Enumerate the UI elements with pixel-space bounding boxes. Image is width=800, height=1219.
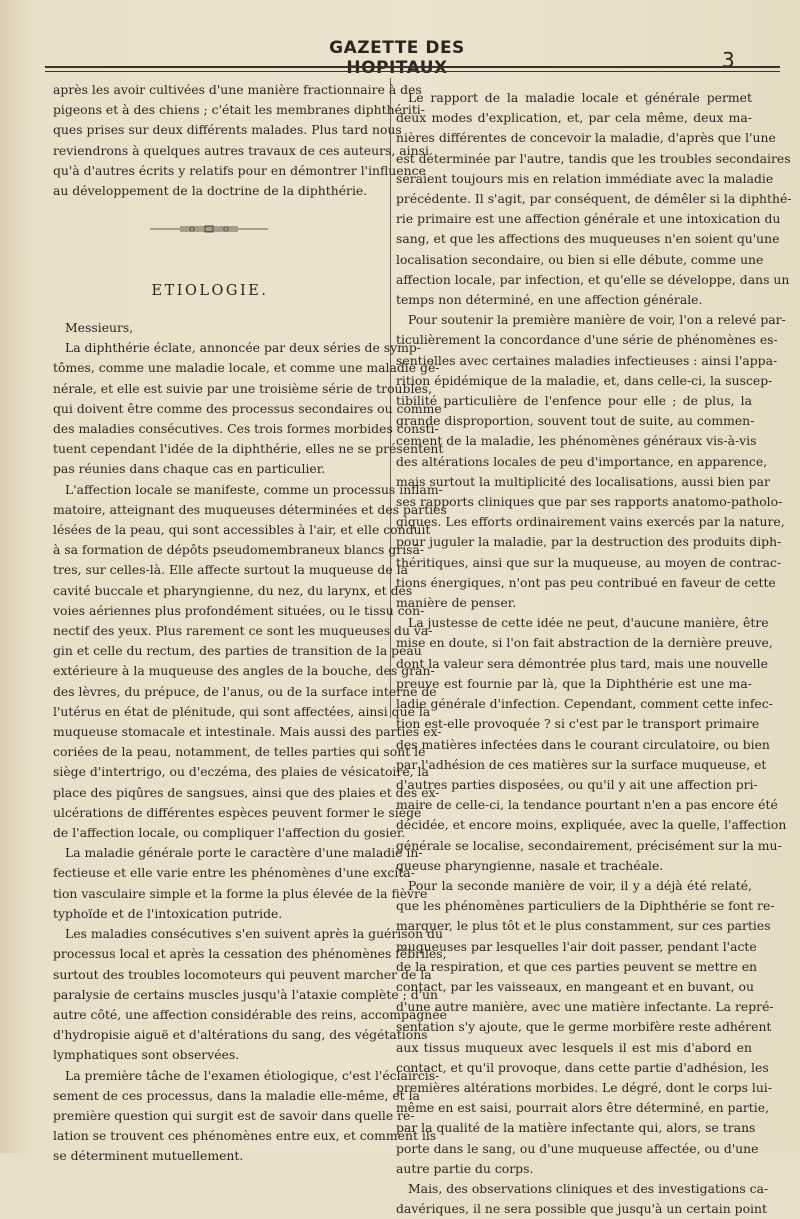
text-line: seraient toujours mis en relation immédiate avec la maladie bbox=[396, 170, 774, 186]
text-line: temps non déterminé, en une affection générale. bbox=[396, 292, 703, 308]
text-line: pigeons et à des chiens ; c'était les membranes diphthériti- bbox=[53, 102, 425, 118]
text-line: preuve est fournie par là, que la Diphthérie est une ma- bbox=[396, 675, 752, 691]
text-line: que les phénomènes particuliers de la Diphthérie se font re- bbox=[396, 898, 775, 914]
text-line: sement de ces processus, dans la maladie elle-même, et la bbox=[53, 1087, 420, 1103]
text-line: des lèvres, du prépuce, de l'anus, ou de la surface interne de bbox=[53, 683, 437, 699]
text-line: après les avoir cultivées d'une manière fractionnaire à des bbox=[53, 82, 422, 97]
text-line: surtout des troubles locomoteurs qui peuvent marcher de la bbox=[53, 966, 432, 982]
text-line: fectieuse et elle varie entre les phénomènes d'une excita- bbox=[53, 865, 415, 881]
text-line: précédente. Il s'agit, par conséquent, de démêler si la diphthé- bbox=[396, 191, 792, 207]
text-line: des altérations locales de peu d'importance, en apparence, bbox=[396, 453, 768, 469]
text-line: Pour soutenir la première manière de voir, l'on a relevé par- bbox=[408, 312, 786, 328]
text-line: L'affection locale se manifeste, comme un processus inflam- bbox=[65, 481, 443, 497]
text-line: sentielles avec certaines maladies infectieuses : ainsi l'appa- bbox=[396, 352, 778, 368]
text-line: tômes, comme une maladie locale, et comme une maladie gé- bbox=[53, 360, 440, 376]
text-line: théritiques, ainsi que sur la muqueuse, au moyen de contrac- bbox=[396, 554, 782, 570]
text-line: de la respiration, et que ces parties peuvent se mettre en bbox=[396, 958, 758, 974]
text-line: La première tâche de l'examen étiologique, c'est l'éclaircis- bbox=[65, 1067, 440, 1083]
text-line: d'hydropisie aiguë et d'altérations du sang, des végétations bbox=[53, 1027, 428, 1043]
text-line: rie primaire est une affection générale et une intoxication du bbox=[396, 211, 781, 227]
text-line: de l'affection locale, ou compliquer l'affection du gosier. bbox=[53, 825, 406, 841]
text-line: premières altérations morbides. Le dégré, dont le corps lui- bbox=[396, 1079, 772, 1095]
text-line: à sa formation de dépôts pseudomembraneux blancs grisâ- bbox=[53, 542, 425, 558]
text-line: processus local et après la cessation des phénomènes fébriles, bbox=[53, 946, 447, 962]
text-line: autre côté, une affection considérable des reins, accompagnée bbox=[53, 1006, 447, 1022]
text-line: première question qui surgit est de savoir dans quelle re- bbox=[53, 1107, 415, 1123]
text-line: queuse pharyngienne, nasale et trachéale. bbox=[396, 857, 664, 873]
text-line: est déterminée par l'autre, tandis que les troubles secondaires bbox=[396, 150, 791, 166]
text-line: contact, et qu'il provoque, dans cette partie d'adhésion, les bbox=[396, 1059, 769, 1075]
header-rule bbox=[45, 66, 780, 68]
text-line: porte dans le sang, ou d'une muqueuse affectée, ou d'une bbox=[396, 1140, 759, 1156]
text-line: grande disproportion, souvent tout de suite, au commen- bbox=[396, 413, 755, 429]
text-line: typhoïde et de l'intoxication putride. bbox=[53, 905, 283, 921]
text-line: des maladies consécutives. Ces trois formes morbides consti- bbox=[53, 421, 439, 437]
text-line: ticulièrement la concordance d'une série de phénomènes es- bbox=[396, 332, 778, 348]
text-line: qu'à d'autres écrits y relatifs pour en démontrer l'influence bbox=[53, 162, 426, 178]
text-line: d'autres parties disposées, ou qu'il y ait une affection pri- bbox=[396, 776, 758, 792]
text-line: place des piqûres de sangsues, ainsi que des plaies et des ex- bbox=[53, 784, 440, 800]
text-line: générale se localise, secondairement, précisément sur la mu- bbox=[396, 837, 782, 853]
text-line: Mais, des observations cliniques et des investigations ca- bbox=[408, 1180, 769, 1196]
text-line: tibilité particulière de l'enfence pour elle ; de plus, la bbox=[396, 393, 752, 409]
text-line: Les maladies consécutives s'en suivent après la guérison du bbox=[65, 926, 443, 942]
text-line: La justesse de cette idée ne peut, d'aucune manière, être bbox=[408, 615, 769, 631]
text-line: marquer, le plus tôt et le plus constamment, sur ces parties bbox=[396, 918, 771, 934]
text-line: voies aériennes plus profondément situées, ou le tissu con- bbox=[53, 602, 425, 618]
text-line: d'une autre manière, avec une matière infectante. La repré- bbox=[396, 999, 774, 1015]
text-line: mise en doute, si l'on fait abstraction de la dernière preuve, bbox=[396, 635, 773, 651]
text-line: extérieure à la muqueuse des angles de la bouche, des gran- bbox=[53, 663, 435, 679]
text-line: muqueuses par lesquelles l'air doit passer, pendant l'acte bbox=[396, 938, 757, 954]
text-line: par la qualité de la matière infectante qui, alors, se trans bbox=[396, 1120, 756, 1136]
text-line: muqueuse stomacale et intestinale. Mais aussi des parties ex- bbox=[53, 724, 442, 740]
text-line: tions énergiques, n'ont pas peu contribué en faveur de cette bbox=[396, 574, 776, 590]
page-number: 3 bbox=[722, 48, 735, 72]
text-line: giques. Les efforts ordinairement vains exercés par la nature, bbox=[396, 514, 785, 530]
text-line: siège d'intertrigo, ou d'eczéma, des plaies de vésicatoire, la bbox=[53, 764, 429, 780]
text-line: sentation s'y ajoute, que le germe morbifère reste adhérent bbox=[396, 1019, 772, 1035]
text-line: lymphatiques sont observées. bbox=[53, 1047, 240, 1063]
text-line: même en est saisi, pourrait alors être déterminé, en partie, bbox=[396, 1100, 770, 1116]
text-line: deux modes d'explication, et, par cela même, deux ma- bbox=[396, 110, 752, 126]
text-line: localisation secondaire, ou bien si elle débute, comme une bbox=[396, 251, 764, 267]
text-line: manière de penser. bbox=[396, 595, 517, 611]
text-line: affection locale, par infection, et qu'elle se développe, dans un bbox=[396, 271, 790, 287]
text-line: nérale, et elle est suivie par une troisième série de troubles, bbox=[53, 380, 433, 396]
text-line: maire de celle-ci, la tendance pourtant n'en a pas encore été bbox=[396, 797, 778, 813]
text-line: qui doivent être comme des processus secondaires ou comme bbox=[53, 400, 442, 416]
text-line: autre partie du corps. bbox=[396, 1160, 534, 1176]
text-line: ladie générale d'infection. Cependant, comment cette infec- bbox=[396, 696, 773, 712]
text-line: tuent cependant l'idée de la diphthérie, elles ne se présentent bbox=[53, 441, 444, 457]
text-line: La diphthérie éclate, annoncée par deux séries de symp- bbox=[65, 340, 421, 356]
text-line: Le rapport de la maladie locale et générale permet bbox=[408, 90, 752, 105]
text-line: au développement de la doctrine de la diphthérie. bbox=[53, 183, 368, 199]
text-line: gin et celle du rectum, des parties de transition de la peau bbox=[53, 643, 422, 659]
text-line: Pour la seconde manière de voir, il y a déjà été relaté, bbox=[408, 877, 752, 893]
text-line: dont la valeur sera démontrée plus tard, mais une nouvelle bbox=[396, 655, 768, 671]
text-line: lation se trouvent ces phénomènes entre eux, et comment ils bbox=[53, 1128, 437, 1144]
text-line: nectif des yeux. Plus rarement ce sont les muqueuses du va- bbox=[53, 623, 433, 639]
text-line: cavité buccale et pharyngienne, du nez, du larynx, et des bbox=[53, 582, 413, 598]
text-line: décidée, et encore moins, expliquée, avec la quelle, l'affection bbox=[396, 817, 787, 833]
text-line: coriées de la peau, notamment, de telles parties qui sont le bbox=[53, 744, 426, 760]
page-header-title: GAZETTE DES HOPITAUX bbox=[329, 38, 465, 78]
text-line: des matières infectées dans le courant circulatoire, ou bien bbox=[396, 736, 770, 752]
text-line: se déterminent mutuellement. bbox=[53, 1148, 244, 1164]
text-line: pas réunies dans chaque cas en particulier. bbox=[53, 461, 326, 477]
text-line: sang, et que les affections des muqueuses n'en soient qu'une bbox=[396, 231, 780, 247]
text-line: davériques, il ne sera possible que jusqu'à un certain point bbox=[396, 1201, 767, 1217]
text-line: Messieurs, bbox=[65, 320, 134, 335]
text-line: contact, par les vaisseaux, en mangeant et en buvant, ou bbox=[396, 978, 754, 994]
text-line: pour juguler la maladie, par la destruction des produits diph- bbox=[396, 534, 782, 550]
ornament-divider-icon bbox=[150, 224, 268, 234]
text-line: cement de la maladie, les phénomènes généraux vis-à-vis bbox=[396, 433, 757, 449]
text-line: tion est-elle provoquée ? si c'est par le transport primaire bbox=[396, 716, 760, 732]
text-line: ses rapports cliniques que par ses rapports anatomo-patholo- bbox=[396, 494, 783, 510]
header-rule-thin bbox=[45, 71, 780, 72]
text-line: tres, sur celles-là. Elle affecte surtout la muqueuse de la bbox=[53, 562, 408, 578]
text-line: l'utérus en état de plénitude, qui sont affectées, ainsi que la bbox=[53, 703, 431, 719]
text-line: matoire, atteignant des muqueuses déterminées et des parties bbox=[53, 501, 447, 517]
text-line: par l'adhésion de ces matières sur la surface muqueuse, et bbox=[396, 756, 767, 772]
text-line: ques prises sur deux différents malades. Plus tard nous bbox=[53, 122, 402, 138]
text-line: rition épidémique de la maladie, et, dans celle-ci, la suscep- bbox=[396, 372, 773, 388]
text-line: reviendrons à quelques autres travaux de ces auteurs, ainsi bbox=[53, 142, 429, 158]
text-line: nières différentes de concevoir la maladie, d'après que l'une bbox=[396, 130, 776, 146]
left-column-body bbox=[53, 318, 447, 1167]
text-line: ulcérations de différentes espèces peuvent former le siège bbox=[53, 804, 422, 820]
section-heading: ETIOLOGIE. bbox=[151, 283, 269, 299]
text-line: aux tissus muqueux avec lesquels il est mis d'abord en bbox=[396, 1039, 752, 1055]
text-line: lésées de la peau, qui sont accessibles à l'air, et elle conduit bbox=[53, 522, 431, 538]
left-column-intro bbox=[53, 80, 429, 201]
text-line: paralysie de certains muscles jusqu'à l'ataxie complète ; d'un bbox=[53, 986, 439, 1002]
text-line: tion vasculaire simple et la forme la plus élevée de la fièvre bbox=[53, 885, 428, 901]
text-line: mais surtout la multiplicité des localisations, aussi bien par bbox=[396, 473, 770, 489]
text-line: La maladie générale porte le caractère d'une maladie in- bbox=[65, 845, 423, 861]
right-column-body bbox=[396, 88, 792, 1219]
